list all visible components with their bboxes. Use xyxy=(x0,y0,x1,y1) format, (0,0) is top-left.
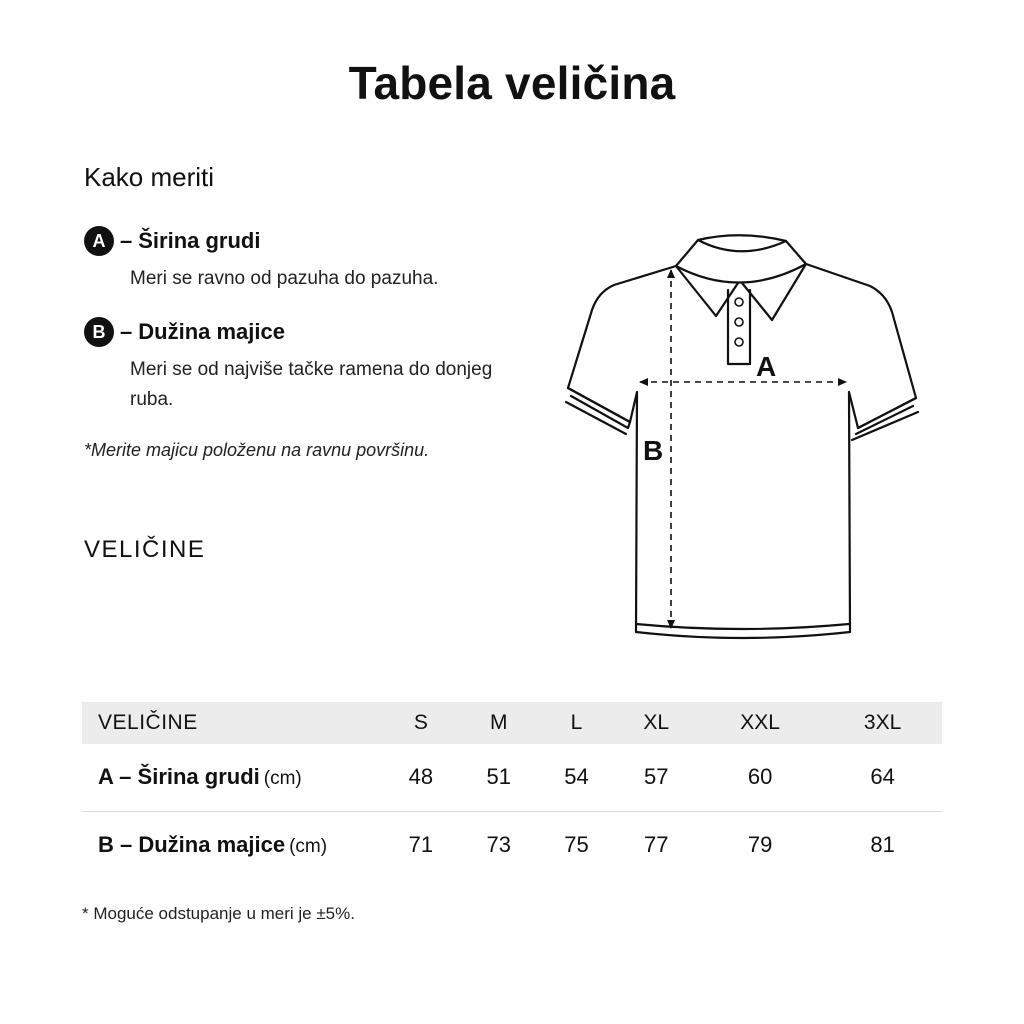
table-cell: 60 xyxy=(697,744,823,811)
tolerance-note: * Moguće odstupanje u meri je ±5%. xyxy=(82,904,355,923)
size-header: L xyxy=(538,702,616,744)
button xyxy=(735,298,743,306)
size-header: S xyxy=(382,702,460,744)
sizes-heading: VELIČINE xyxy=(84,536,206,563)
measure-description-chest-width: Meri se ravno od pazuha do pazuha. xyxy=(130,268,439,289)
table-row-shirt-length xyxy=(82,811,942,878)
polo-shirt-diagram xyxy=(560,230,930,650)
table-cell: 51 xyxy=(460,744,538,811)
right-sleeve-cuff xyxy=(852,398,918,440)
measure-item-chest-width xyxy=(84,226,530,294)
left-sleeve-cuff xyxy=(566,388,630,434)
size-header: XXL xyxy=(697,702,823,744)
header-label: VELIČINE xyxy=(82,702,382,744)
table-cell: 71 xyxy=(408,831,434,857)
table-cell: 73 xyxy=(486,831,511,857)
row-label xyxy=(82,811,382,878)
badge-a: A xyxy=(84,226,114,256)
diagram-label-a: A xyxy=(756,351,777,382)
measure-description-shirt-length: Meri se od najviše tačke ramena do donjeg ruba. xyxy=(130,359,493,410)
badge-b: B xyxy=(84,317,114,347)
row-unit: (cm) xyxy=(289,835,328,857)
page-title: Tabela veličina xyxy=(348,57,676,109)
row-label xyxy=(82,744,382,811)
table-cell: 75 xyxy=(564,831,589,857)
row-label-text: A – Širina grudi xyxy=(98,764,260,790)
shirt-hem xyxy=(636,624,849,629)
size-header: 3XL xyxy=(823,702,942,744)
measure-label-shirt-length: Dužina majice xyxy=(138,319,285,344)
how-to-measure-heading: Kako meriti xyxy=(84,162,215,192)
table-cell: 64 xyxy=(823,744,942,811)
table-cell: 48 xyxy=(382,744,460,811)
size-table-header xyxy=(82,702,942,744)
table-cell: 57 xyxy=(615,744,697,811)
measure-dash: – xyxy=(120,228,133,253)
table-cell: 81 xyxy=(870,831,895,857)
collar xyxy=(676,235,806,320)
size-header: M xyxy=(460,702,538,744)
table-row-chest-width xyxy=(82,744,942,811)
size-header: XL xyxy=(615,702,697,744)
size-table xyxy=(82,702,942,878)
table-cell: 79 xyxy=(747,831,773,857)
diagram-label-b: B xyxy=(643,435,664,466)
table-cell: 54 xyxy=(538,744,616,811)
measure-label-chest-width: Širina grudi xyxy=(138,228,261,253)
button xyxy=(735,318,743,326)
row-label-text: B – Dužina majice xyxy=(98,831,286,857)
button xyxy=(735,338,743,346)
measure-dash: – xyxy=(120,319,133,344)
measure-item-shirt-length xyxy=(84,317,530,415)
row-unit: (cm) xyxy=(263,768,302,790)
flat-surface-note: *Merite majicu položenu na ravnu površinu. xyxy=(84,440,430,460)
table-cell: 77 xyxy=(643,831,669,857)
